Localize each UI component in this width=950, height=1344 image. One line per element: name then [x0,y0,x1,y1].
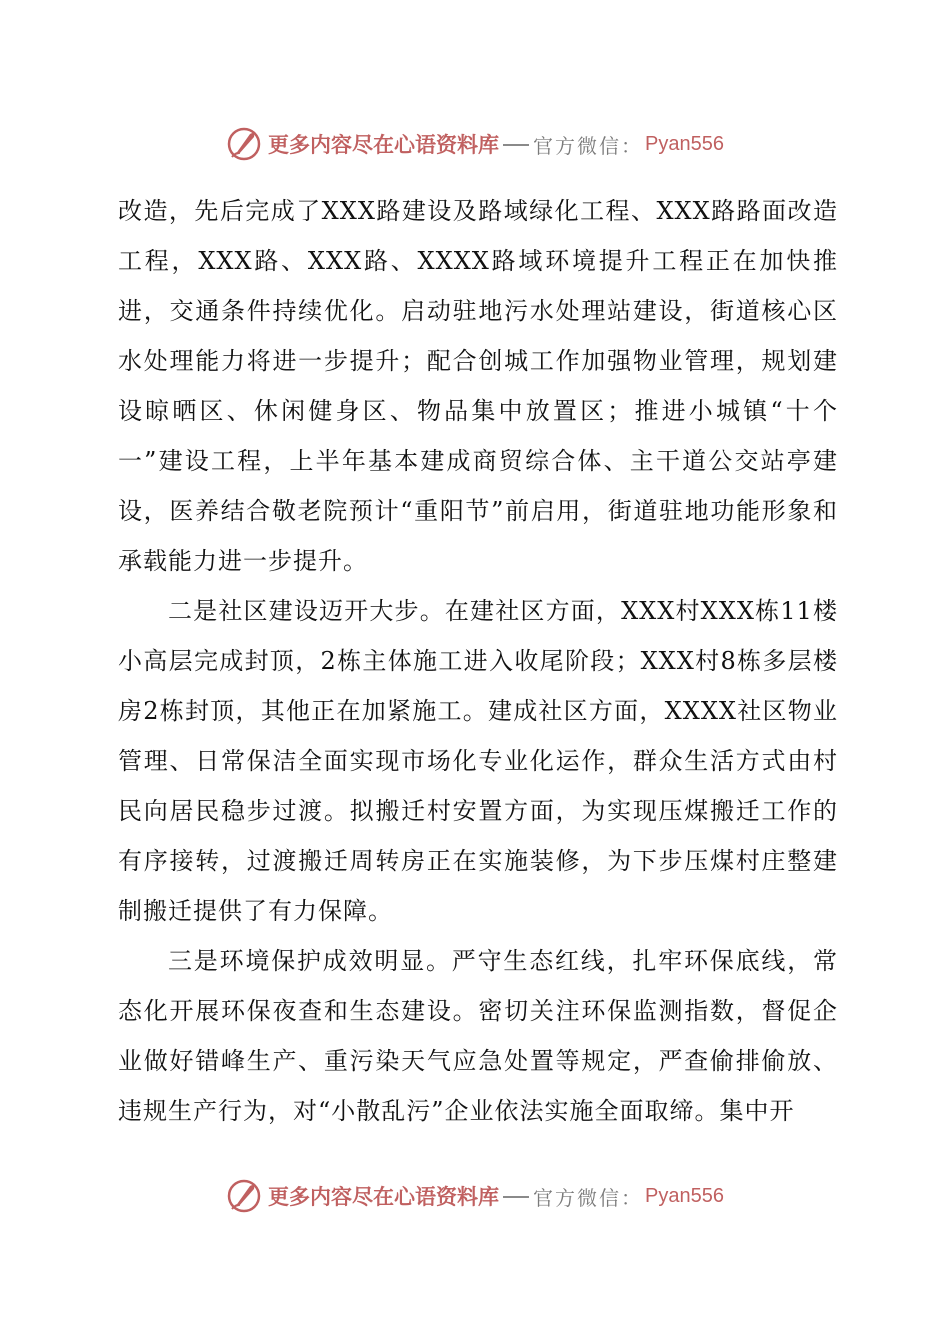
quill-pen-logo-icon [226,126,262,162]
watermark-wechat-label: 官方微信： [533,133,643,158]
watermark-brand-text: 更多内容尽在心语资料库 [268,1184,499,1209]
paragraph-1: 改造，先后完成了XXX路建设及路域绿化工程、XXX路路面改造工程，XXX路、XXX路、XXXX路域环境提升工程正在加快推进，交通条件持续优化。启动驻地污水处理站建设，街道核心区水处理能力将进一步提升；配合创城工作加强物业管理，规划建设晾晒区、休闲健身区、物品集中放置区；推进小城镇“十个一”建设工程，上半年基本建成商贸综合体、主干道公交站亭建设，医养结合敬老院预计“重阳节”前启用，街道驻地功能形象和承载能力进一步提升。 [118,197,838,575]
paragraph-3: 三是环境保护成效明显。严守生态红线，扎牢环保底线，常态化开展环保夜查和生态建设。密切关注环保监测指数，督促企业做好错峰生产、重污染天气应急处置等规定，严查偷排偷放、违规生产行为，对“小散乱污”企业依法实施全面取缔。集中开 [118,947,838,1125]
watermark-wechat-label: 官方微信： [533,1185,643,1210]
watermark-brand-text: 更多内容尽在心语资料库 [268,132,499,157]
header-watermark [226,126,724,162]
paragraph-2: 二是社区建设迈开大步。在建社区方面，XXX村XXX栋11楼小高层完成封顶，2栋主体施工进入收尾阶段；XXX村8栋多层楼房2栋封顶，其他正在加紧施工。建成社区方面，XXXX社区物业管理、日常保洁全面实现市场化专业化运作，群众生活方式由村民向居民稳步过渡。拟搬迁村安置方面，为实现压煤搬迁工作的有序接转，过渡搬迁周转房正在实施装修，为下步压煤村庄整建制搬迁提供了有力保障。 [118,597,838,925]
quill-pen-logo-icon [226,1178,262,1214]
watermark-wechat-id: Pyan556 [645,1184,724,1207]
watermark-wechat-id: Pyan556 [645,132,724,155]
footer-watermark [226,1178,724,1214]
watermark-dash [503,1196,529,1198]
watermark-dash [503,144,529,146]
document-body [118,186,838,1136]
